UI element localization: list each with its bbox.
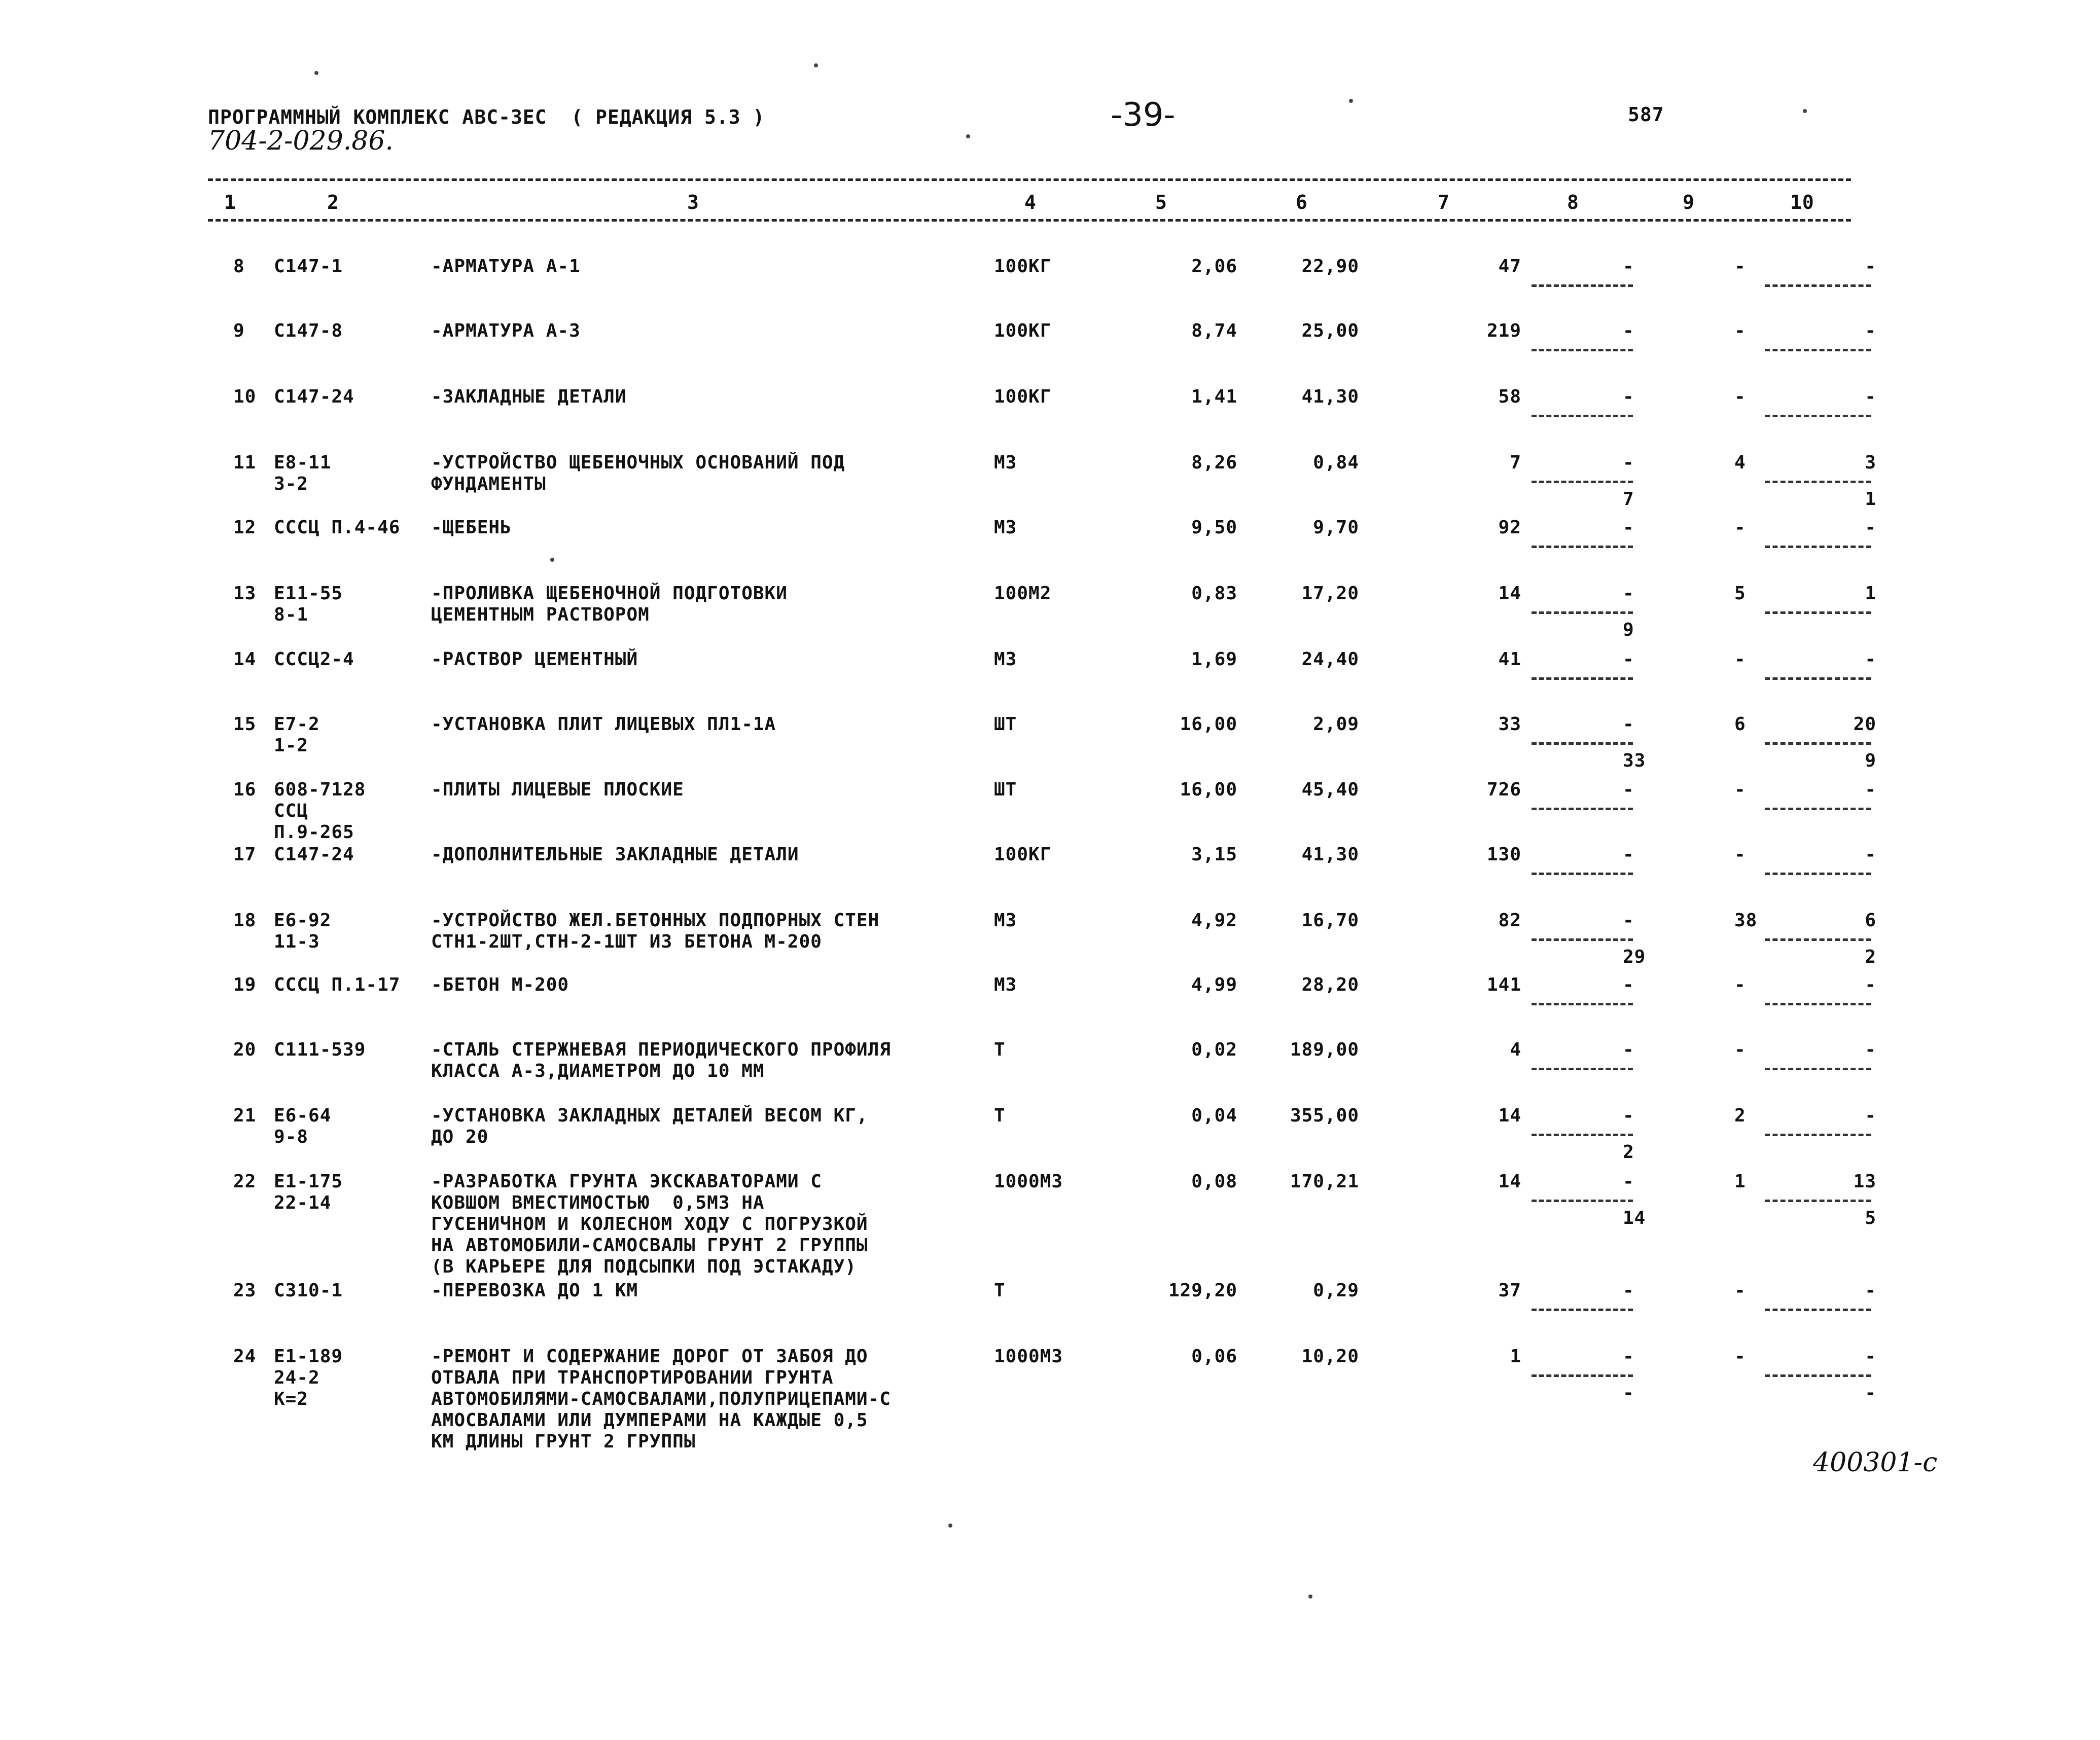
row-unit-price: 0,84 <box>1313 452 1359 473</box>
col-header-4: 4 <box>1024 191 1037 213</box>
row-unit-price: 22,90 <box>1301 256 1359 277</box>
row-code: Е8-11 3-2 <box>274 452 332 494</box>
scan-speck <box>1349 99 1353 103</box>
row-col10-divider <box>1765 1374 1871 1377</box>
row-total: 58 <box>1498 386 1521 407</box>
row-total: 33 <box>1498 714 1521 735</box>
row-col8: - <box>1623 1346 1634 1367</box>
row-number: 16 <box>233 779 257 800</box>
row-col8-divider <box>1532 742 1633 745</box>
row-col8-sub: 2 <box>1623 1142 1634 1163</box>
row-total: 92 <box>1498 517 1521 538</box>
row-col9: 5 <box>1734 583 1746 604</box>
row-col10: - <box>1865 320 1876 341</box>
row-number: 11 <box>233 452 257 473</box>
row-description: -ПЛИТЫ ЛИЦЕВЫЕ ПЛОСКИЕ <box>431 779 684 800</box>
row-quantity: 3,15 <box>1191 844 1237 865</box>
row-col8-divider <box>1532 284 1633 287</box>
row-quantity: 8,74 <box>1191 320 1237 341</box>
row-col8-divider <box>1532 1134 1633 1136</box>
row-col10: - <box>1865 974 1876 995</box>
row-col8: - <box>1623 714 1634 735</box>
table-header-rule <box>208 219 1851 222</box>
row-col10-sub: 9 <box>1865 750 1876 771</box>
row-col9: - <box>1734 779 1746 800</box>
row-col10-sub: 1 <box>1865 489 1876 510</box>
row-col8: - <box>1623 256 1634 277</box>
row-col8-divider <box>1532 546 1633 548</box>
row-col9: - <box>1734 517 1746 538</box>
row-col8-sub: 14 <box>1623 1208 1646 1228</box>
row-description: -АРМАТУРА А-3 <box>431 320 581 341</box>
row-total: 726 <box>1486 779 1521 800</box>
row-unit: М3 <box>994 517 1017 538</box>
row-description: -РАЗРАБОТКА ГРУНТА ЭКСКАВАТОРАМИ С КОВШОМ ВМЕСТИМОСТЬЮ 0,5М3 НА ГУСЕНИЧНОМ И КОЛЕСНОМ ХОДУ С ПОГРУЗКОЙ НА АВТОМОБИЛИ-САМОСВАЛЫ ГРУНТ 2 ГРУППЫ (В КАРЬЕРЕ ДЛЯ ПОДСЫПКИ ПОД ЭСТАКАДУ) <box>431 1171 868 1277</box>
col-header-7: 7 <box>1438 191 1450 213</box>
row-col8: - <box>1623 583 1634 604</box>
row-col8: - <box>1623 844 1634 865</box>
row-code: Е7-2 1-2 <box>274 714 320 756</box>
col-header-5: 5 <box>1155 191 1167 213</box>
row-description: -ПРОЛИВКА ЩЕБЕНОЧНОЙ ПОДГОТОВКИ ЦЕМЕНТНЫМ РАСТВОРОМ <box>431 583 788 625</box>
row-col10-divider <box>1765 1200 1871 1202</box>
row-col8: - <box>1623 779 1634 800</box>
row-col8: - <box>1623 1105 1634 1126</box>
row-col10: - <box>1865 256 1876 277</box>
row-col8-divider <box>1532 873 1633 875</box>
row-quantity: 0,83 <box>1191 583 1237 604</box>
row-quantity: 4,99 <box>1191 974 1237 995</box>
row-code: Е11-55 8-1 <box>274 583 343 625</box>
row-unit-price: 10,20 <box>1301 1346 1359 1367</box>
row-col9: 6 <box>1734 714 1746 735</box>
row-col9: - <box>1734 844 1746 865</box>
handwritten-note: 400301-с <box>1813 1447 1938 1478</box>
row-quantity: 0,08 <box>1191 1171 1237 1192</box>
col-header-8: 8 <box>1567 191 1579 213</box>
row-unit: М3 <box>994 452 1017 473</box>
row-col9: - <box>1734 649 1746 670</box>
scan-speck <box>1308 1594 1312 1599</box>
row-col10-sub: 2 <box>1865 947 1876 967</box>
row-unit: 100КГ <box>994 844 1052 865</box>
page-number: -39- <box>1111 96 1176 134</box>
row-col8-divider <box>1532 1200 1633 1202</box>
row-unit-price: 2,09 <box>1313 714 1359 735</box>
row-total: 1 <box>1510 1346 1521 1367</box>
row-col10-divider <box>1765 415 1871 417</box>
row-description: -БЕТОН М-200 <box>431 974 570 995</box>
row-quantity: 129,20 <box>1168 1280 1237 1301</box>
table-top-rule <box>208 178 1851 181</box>
row-col10: 20 <box>1853 714 1876 735</box>
row-number: 9 <box>233 320 245 341</box>
row-col10-sub: - <box>1865 1383 1876 1403</box>
row-quantity: 8,26 <box>1191 452 1237 473</box>
row-number: 23 <box>233 1280 257 1301</box>
row-description: -УСТРОЙСТВО ЩЕБЕНОЧНЫХ ОСНОВАНИЙ ПОД ФУНДАМЕНТЫ <box>431 452 845 494</box>
row-col9: 1 <box>1734 1171 1746 1192</box>
row-unit-price: 170,21 <box>1290 1171 1359 1192</box>
row-total: 37 <box>1498 1280 1521 1301</box>
row-col10-divider <box>1765 742 1871 745</box>
row-unit-price: 16,70 <box>1301 910 1359 931</box>
scan-speck <box>814 63 818 67</box>
row-code: С147-24 <box>274 386 354 407</box>
row-col8-divider <box>1532 349 1633 351</box>
row-code: Е6-92 11-3 <box>274 910 332 952</box>
row-unit: Т <box>994 1039 1006 1060</box>
row-unit: 100КГ <box>994 256 1052 277</box>
row-col10: 6 <box>1865 910 1876 931</box>
row-col10: 13 <box>1853 1171 1876 1192</box>
row-unit-price: 0,29 <box>1313 1280 1359 1301</box>
row-col8-divider <box>1532 481 1633 483</box>
row-total: 7 <box>1510 452 1521 473</box>
row-col10-divider <box>1765 1068 1871 1070</box>
row-col10-divider <box>1765 611 1871 614</box>
row-number: 8 <box>233 256 245 277</box>
row-col10: - <box>1865 1039 1876 1060</box>
row-unit: М3 <box>994 910 1017 931</box>
row-col8-sub: 7 <box>1623 489 1634 510</box>
row-total: 47 <box>1498 256 1521 277</box>
row-number: 17 <box>233 844 257 865</box>
row-total: 219 <box>1486 320 1521 341</box>
row-col8: - <box>1623 1171 1634 1192</box>
col-header-1: 1 <box>224 191 236 213</box>
row-total: 4 <box>1510 1039 1521 1060</box>
row-code: С147-8 <box>274 320 343 341</box>
row-col10: - <box>1865 1346 1876 1367</box>
row-col10: 1 <box>1865 583 1876 604</box>
row-col10-divider <box>1765 481 1871 483</box>
row-col8-divider <box>1532 1374 1633 1377</box>
row-col8-divider <box>1532 611 1633 614</box>
sheet-number: 587 <box>1628 103 1664 126</box>
row-code: С147-24 <box>274 844 354 865</box>
row-quantity: 0,04 <box>1191 1105 1237 1126</box>
row-col10-divider <box>1765 349 1871 351</box>
row-total: 130 <box>1486 844 1521 865</box>
row-quantity: 0,02 <box>1191 1039 1237 1060</box>
row-number: 21 <box>233 1105 257 1126</box>
row-col8-divider <box>1532 938 1633 941</box>
row-description: -РЕМОНТ И СОДЕРЖАНИЕ ДОРОГ ОТ ЗАБОЯ ДО ОТВАЛА ПРИ ТРАНСПОРТИРОВАНИИ ГРУНТА АВТОМОБИЛЯМИ-САМОСВАЛАМИ,ПОЛУПРИЦЕПАМИ-С АМОСВАЛАМИ ИЛИ ДУМПЕРАМИ НА КАЖДЫЕ 0,5 КМ ДЛИНЫ ГРУНТ 2 ГРУППЫ <box>431 1346 891 1452</box>
row-col8-divider <box>1532 1068 1633 1070</box>
row-unit-price: 17,20 <box>1301 583 1359 604</box>
row-unit: ШТ <box>994 779 1017 800</box>
row-unit: М3 <box>994 649 1017 670</box>
row-number: 18 <box>233 910 257 931</box>
row-code: Е6-64 9-8 <box>274 1105 332 1147</box>
row-col9: 4 <box>1734 452 1746 473</box>
row-col10-divider <box>1765 677 1871 680</box>
row-description: -ЗАКЛАДНЫЕ ДЕТАЛИ <box>431 386 627 407</box>
row-unit: 100М2 <box>994 583 1052 604</box>
row-code: СССЦ2-4 <box>274 649 354 670</box>
row-col8: - <box>1623 1039 1634 1060</box>
row-col10: - <box>1865 517 1876 538</box>
row-description: -СТАЛЬ СТЕРЖНЕВАЯ ПЕРИОДИЧЕСКОГО ПРОФИЛЯ КЛАССА А-3,ДИАМЕТРОМ ДО 10 ММ <box>431 1039 891 1081</box>
row-col9: - <box>1734 320 1746 341</box>
row-col10: - <box>1865 844 1876 865</box>
row-number: 10 <box>233 386 257 407</box>
row-quantity: 1,69 <box>1191 649 1237 670</box>
program-title: ПРОГРАММНЫЙ КОМПЛЕКС АВС-ЗЕС ( РЕДАКЦИЯ 5.3 ) <box>208 106 765 128</box>
row-description: -ПЕРЕВОЗКА ДО 1 КМ <box>431 1280 638 1301</box>
row-unit: 100КГ <box>994 386 1052 407</box>
row-unit-price: 189,00 <box>1290 1039 1359 1060</box>
row-unit-price: 28,20 <box>1301 974 1359 995</box>
row-unit-price: 25,00 <box>1301 320 1359 341</box>
row-col8: - <box>1623 517 1634 538</box>
row-number: 19 <box>233 974 257 995</box>
row-total: 14 <box>1498 583 1521 604</box>
row-col8-sub: - <box>1623 1383 1634 1403</box>
row-unit: ШТ <box>994 714 1017 735</box>
row-col8-sub: 33 <box>1623 750 1646 771</box>
row-unit: 100КГ <box>994 320 1052 341</box>
row-col8: - <box>1623 974 1634 995</box>
row-code: С310-1 <box>274 1280 343 1301</box>
row-unit-price: 45,40 <box>1301 779 1359 800</box>
row-col10-sub: 5 <box>1865 1208 1876 1228</box>
row-quantity: 9,50 <box>1191 517 1237 538</box>
row-col9: 38 <box>1734 910 1758 931</box>
row-unit-price: 41,30 <box>1301 386 1359 407</box>
row-number: 20 <box>233 1039 257 1060</box>
row-col10-divider <box>1765 873 1871 875</box>
row-total: 41 <box>1498 649 1521 670</box>
row-quantity: 16,00 <box>1180 714 1237 735</box>
row-total: 14 <box>1498 1171 1521 1192</box>
row-col10-divider <box>1765 1003 1871 1005</box>
row-unit: Т <box>994 1280 1006 1301</box>
row-col8: - <box>1623 320 1634 341</box>
scan-speck <box>550 558 554 562</box>
row-col9: 2 <box>1734 1105 1746 1126</box>
row-col9: - <box>1734 1346 1746 1367</box>
row-col10: - <box>1865 779 1876 800</box>
row-col8: - <box>1623 452 1634 473</box>
row-description: -УСТАНОВКА ПЛИТ ЛИЦЕВЫХ ПЛ1-1А <box>431 714 776 735</box>
row-col9: - <box>1734 386 1746 407</box>
row-code: Е1-175 22-14 <box>274 1171 343 1213</box>
row-number: 14 <box>233 649 257 670</box>
row-number: 13 <box>233 583 257 604</box>
row-col10: - <box>1865 649 1876 670</box>
row-description: -ЩЕБЕНЬ <box>431 517 512 538</box>
row-unit: Т <box>994 1105 1006 1126</box>
row-col10-divider <box>1765 938 1871 941</box>
row-code: С111-539 <box>274 1039 366 1060</box>
row-total: 141 <box>1486 974 1521 995</box>
scan-speck <box>966 134 970 138</box>
row-number: 12 <box>233 517 257 538</box>
row-col10-divider <box>1765 284 1871 287</box>
row-col10: - <box>1865 1280 1876 1301</box>
row-col8-divider <box>1532 808 1633 810</box>
row-col8-sub: 9 <box>1623 620 1634 640</box>
row-col8: - <box>1623 649 1634 670</box>
row-quantity: 0,06 <box>1191 1346 1237 1367</box>
col-header-6: 6 <box>1296 191 1308 213</box>
row-description: -РАСТВОР ЦЕМЕНТНЫЙ <box>431 649 638 670</box>
row-unit-price: 9,70 <box>1313 517 1359 538</box>
row-unit-price: 355,00 <box>1290 1105 1359 1126</box>
row-col9: - <box>1734 974 1746 995</box>
col-header-3: 3 <box>687 191 699 213</box>
scan-speck <box>314 71 318 75</box>
row-code: 608-7128 ССЦ П.9-265 <box>274 779 366 843</box>
row-col8-divider <box>1532 415 1633 417</box>
row-number: 15 <box>233 714 257 735</box>
row-quantity: 1,41 <box>1191 386 1237 407</box>
row-col10: 3 <box>1865 452 1876 473</box>
row-number: 22 <box>233 1171 257 1192</box>
row-unit-price: 41,30 <box>1301 844 1359 865</box>
col-header-2: 2 <box>327 191 339 213</box>
row-col9: - <box>1734 1039 1746 1060</box>
scan-speck <box>1803 109 1807 113</box>
row-unit: 1000М3 <box>994 1171 1063 1192</box>
row-col8: - <box>1623 386 1634 407</box>
row-quantity: 16,00 <box>1180 779 1237 800</box>
row-quantity: 4,92 <box>1191 910 1237 931</box>
row-unit: М3 <box>994 974 1017 995</box>
row-col9: - <box>1734 256 1746 277</box>
row-col9: - <box>1734 1280 1746 1301</box>
row-number: 24 <box>233 1346 257 1367</box>
row-col8: - <box>1623 910 1634 931</box>
row-col8-sub: 29 <box>1623 947 1646 967</box>
row-unit-price: 24,40 <box>1301 649 1359 670</box>
row-code: Е1-189 24-2 К=2 <box>274 1346 343 1409</box>
row-unit: 1000М3 <box>994 1346 1063 1367</box>
row-col10: - <box>1865 386 1876 407</box>
row-col10-divider <box>1765 546 1871 548</box>
row-code: СССЦ П.1-17 <box>274 974 401 995</box>
row-col8-divider <box>1532 1309 1633 1311</box>
row-col10: - <box>1865 1105 1876 1126</box>
row-code: С147-1 <box>274 256 343 277</box>
row-description: -УСТРОЙСТВО ЖЕЛ.БЕТОННЫХ ПОДПОРНЫХ СТЕН СТН1-2ШТ,СТН-2-1ШТ ИЗ БЕТОНА М-200 <box>431 910 880 952</box>
project-code: 704-2-029.86. <box>208 126 394 156</box>
row-quantity: 2,06 <box>1191 256 1237 277</box>
row-col10-divider <box>1765 1309 1871 1311</box>
scan-speck <box>948 1524 952 1528</box>
row-total: 82 <box>1498 910 1521 931</box>
row-col8-divider <box>1532 1003 1633 1005</box>
row-col10-divider <box>1765 808 1871 810</box>
col-header-9: 9 <box>1683 191 1695 213</box>
row-code: СССЦ П.4-46 <box>274 517 401 538</box>
row-description: -УСТАНОВКА ЗАКЛАДНЫХ ДЕТАЛЕЙ ВЕСОМ КГ, ДО 20 <box>431 1105 868 1147</box>
row-description: -АРМАТУРА А-1 <box>431 256 581 277</box>
row-description: -ДОПОЛНИТЕЛЬНЫЕ ЗАКЛАДНЫЕ ДЕТАЛИ <box>431 844 799 865</box>
row-col8: - <box>1623 1280 1634 1301</box>
row-col10-divider <box>1765 1134 1871 1136</box>
col-header-10: 10 <box>1790 191 1814 213</box>
row-total: 14 <box>1498 1105 1521 1126</box>
row-col8-divider <box>1532 677 1633 680</box>
